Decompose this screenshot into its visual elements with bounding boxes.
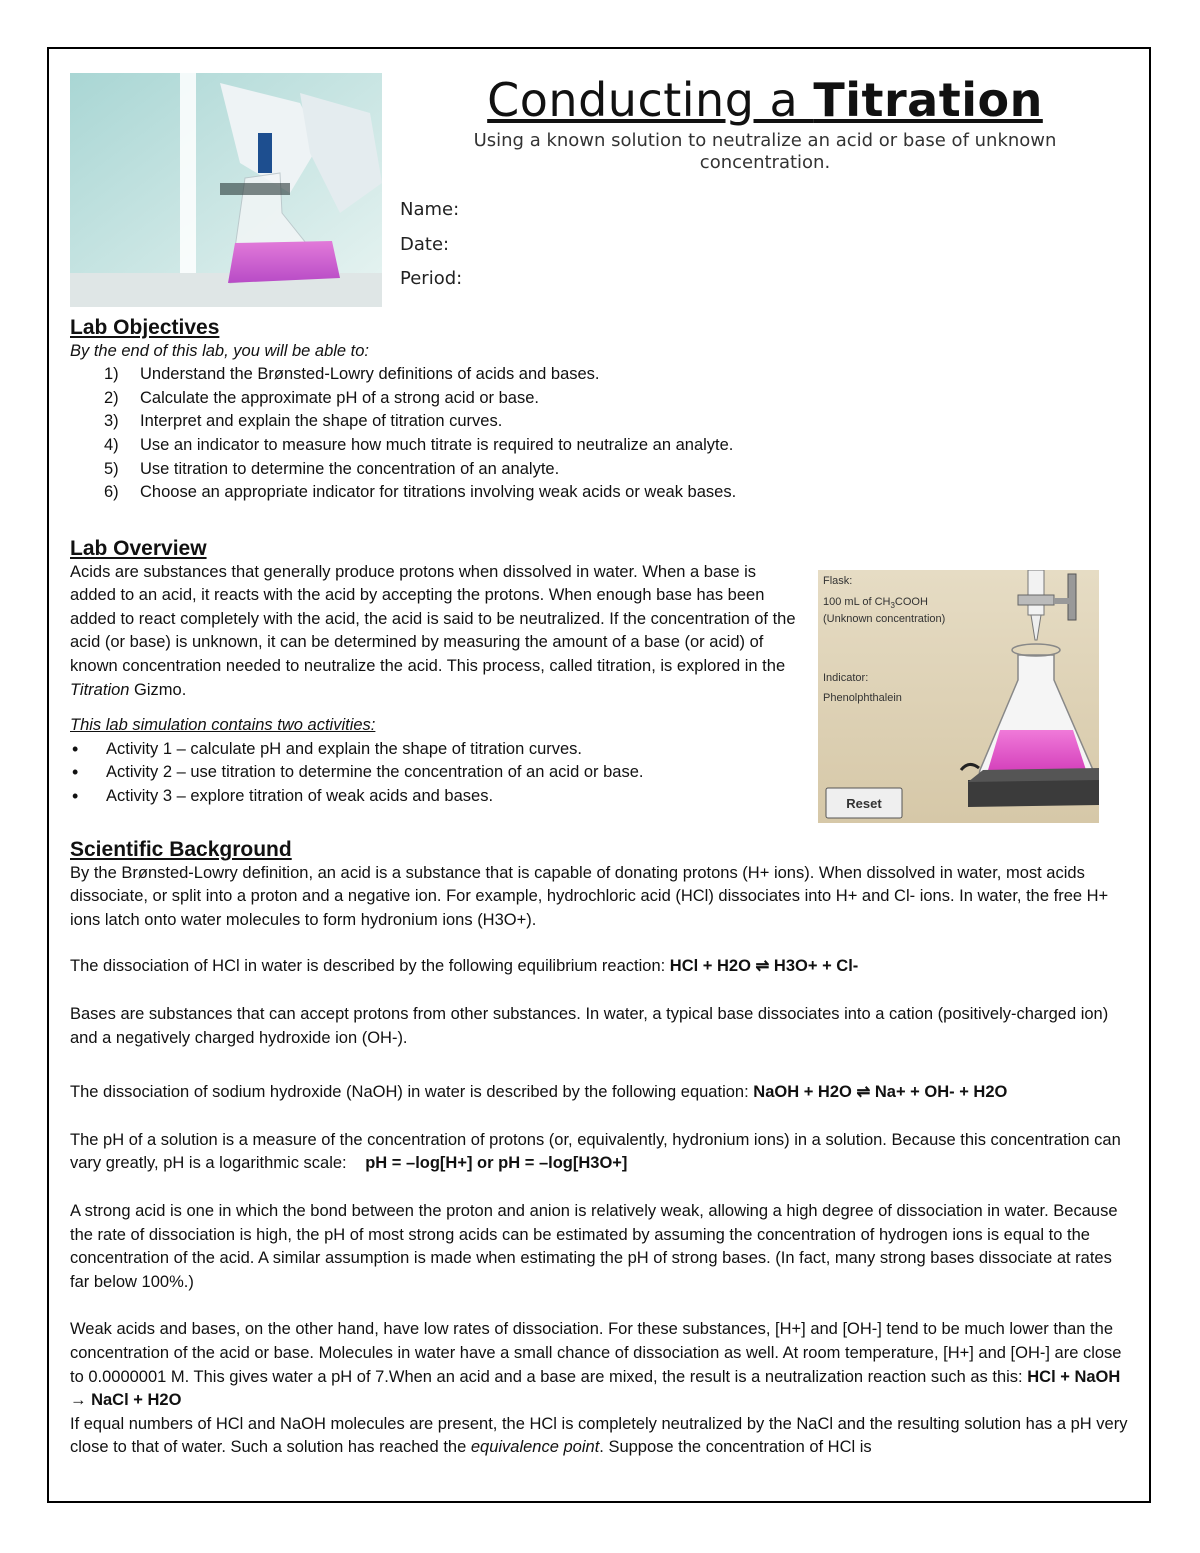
objectives-section	[70, 316, 1130, 505]
objectives-heading: Lab Objectives	[70, 316, 220, 339]
list-item: • Activity 3 – explore titration of weak acids and bases.	[106, 785, 800, 809]
sim-flask-note: (Unknown concentration)	[823, 613, 946, 625]
overview-section	[70, 537, 800, 809]
background-heading: Scientific Background	[70, 838, 292, 861]
sim-flask-label: Flask:	[823, 575, 853, 587]
hcl-equation: HCl + H2O ⇌ H3O+ + Cl-	[669, 957, 859, 976]
sim-indicator-label: Indicator:	[823, 672, 869, 684]
date-label: Date:	[400, 234, 450, 255]
simulation-image	[818, 570, 1099, 823]
list-item: 3) Interpret and explain the shape of titration curves.	[104, 412, 503, 431]
naoh-equation: NaOH + H2O ⇌ Na+ + OH- + H2O	[753, 1083, 1008, 1102]
page-subtitle: Using a known solution to neutralize an acid or base of unknown concentration.	[473, 130, 1057, 173]
background-paragraph-4: The dissociation of sodium hydroxide (NaOH) in water is described by the following equation: NaOH + H2O ⇌ Na+ + OH- + H2O	[70, 1083, 1008, 1102]
activities-list	[70, 738, 800, 809]
list-item: • Activity 2 – use titration to determine the concentration of an acid or base.	[106, 761, 800, 785]
period-label: Period:	[400, 268, 463, 289]
sim-flask-value: 100 mL of $CH_3COOH$	[823, 596, 928, 610]
list-item: 6) Choose an appropriate indicator for titrations involving weak acids or weak bases.	[104, 483, 737, 502]
overview-paragraph: Acids are substances that generally produce protons when dissolved in water. When a base is added to an acid, it reacts with the acid by accepting the protons. When enough base has been added to react completely with the acid, the acid is said to be neutralized. If the concentration of the acid (or base) is unknown, it can be determined by measuring the amount of a base (or acid) of known concentration needed to neutralize the acid. This process, called titration, is explored in the Titration Gizmo.	[70, 562, 796, 699]
overview-heading: Lab Overview	[70, 537, 207, 560]
objectives-list	[70, 363, 1130, 505]
list-item: 1) Understand the Brønsted-Lowry definitions of acids and bases.	[104, 365, 600, 384]
list-item: 2) Calculate the approximate pH of a strong acid or base.	[104, 388, 539, 407]
neutralization-equation: HCl + NaOH → NaCl + H2O	[70, 1367, 1121, 1410]
background-paragraph-6: A strong acid is one in which the bond between the proton and anion is relatively weak, allowing a high degree of dissociation in water. Because the rate of dissociation is high, the pH of most strong acids can be estimated by assuming the concentration of hydrogen ions is equal to the concentration of the acid. A similar assumption is made when estimating the pH of strong bases. (In fact, many strong bases dissociate at rates far below 100%.)	[70, 1201, 1118, 1291]
background-paragraph-8: If equal numbers of HCl and NaOH molecules are present, the HCl is completely neutralized by the NaCl and the resulting solution has a pH very close to that of water. Such a solution has reached the equivalence point. Suppose the concentration of HCl is	[70, 1414, 1128, 1457]
activities-intro: This lab simulation contains two activities:	[70, 716, 376, 735]
list-item: 4) Use an indicator to measure how much titrate is required to neutralize an analyte.	[104, 435, 734, 454]
background-paragraph-3: Bases are substances that can accept protons from other substances. In water, a typical base dissociates into a cation (positively-charged ion) and a negatively charged hydroxide ion (OH-).	[70, 1004, 1109, 1047]
background-paragraph-1: By the Brønsted-Lowry definition, an acid is a substance that is capable of donating protons (H+ ions). When dissolved in water, most acids dissociate, or split into a proton and a negative ion. For example, hydrochloric acid (HCl) dissociates into H+ and Cl- ions. In water, the free H+ ions latch onto water molecules to form hydronium ions (H3O+).	[70, 863, 1109, 929]
list-item: 5) Use titration to determine the concentration of an analyte.	[104, 459, 560, 478]
background-section	[70, 838, 1135, 1460]
lab-photo	[70, 73, 382, 307]
reset-label: Reset	[846, 796, 882, 811]
page-title: Conducting a Titration	[487, 73, 1043, 127]
ph-equation: pH = –log[H+] or pH = –log[H3O+]	[365, 1154, 628, 1173]
name-label: Name:	[400, 199, 460, 220]
background-paragraph-5: The pH of a solution is a measure of the concentration of protons (or, equivalently, hydronium ions) in a solution. Because this concentration can vary greatly, pH is a logarithmic scale: pH = –log[H+] or pH = –log[H3O+]	[70, 1130, 1121, 1173]
background-paragraph-2: The dissociation of HCl in water is described by the following equilibrium reaction: HCl + H2O ⇌ H3O+ + Cl-	[70, 957, 859, 976]
sim-indicator-value: Phenolphthalein	[823, 692, 902, 704]
list-item: • Activity 1 – calculate pH and explain the shape of titration curves.	[106, 738, 800, 762]
objectives-intro: By the end of this lab, you will be able to:	[70, 341, 370, 360]
reset-button[interactable]	[826, 788, 902, 818]
background-paragraph-7: Weak acids and bases, on the other hand, have low rates of dissociation. For these substances, [H+] and [OH-] tend to be much lower than the concentration of the acid or base. Molecules in water have a small chance of dissociation as well. At room temperature, [H+] and [OH-] are close to 0.0000001 M. This gives water a pH of 7.When an acid and a base are mixed, the result is a neutralization reaction such as this: HCl + NaOH → NaCl + H2O	[70, 1320, 1122, 1410]
